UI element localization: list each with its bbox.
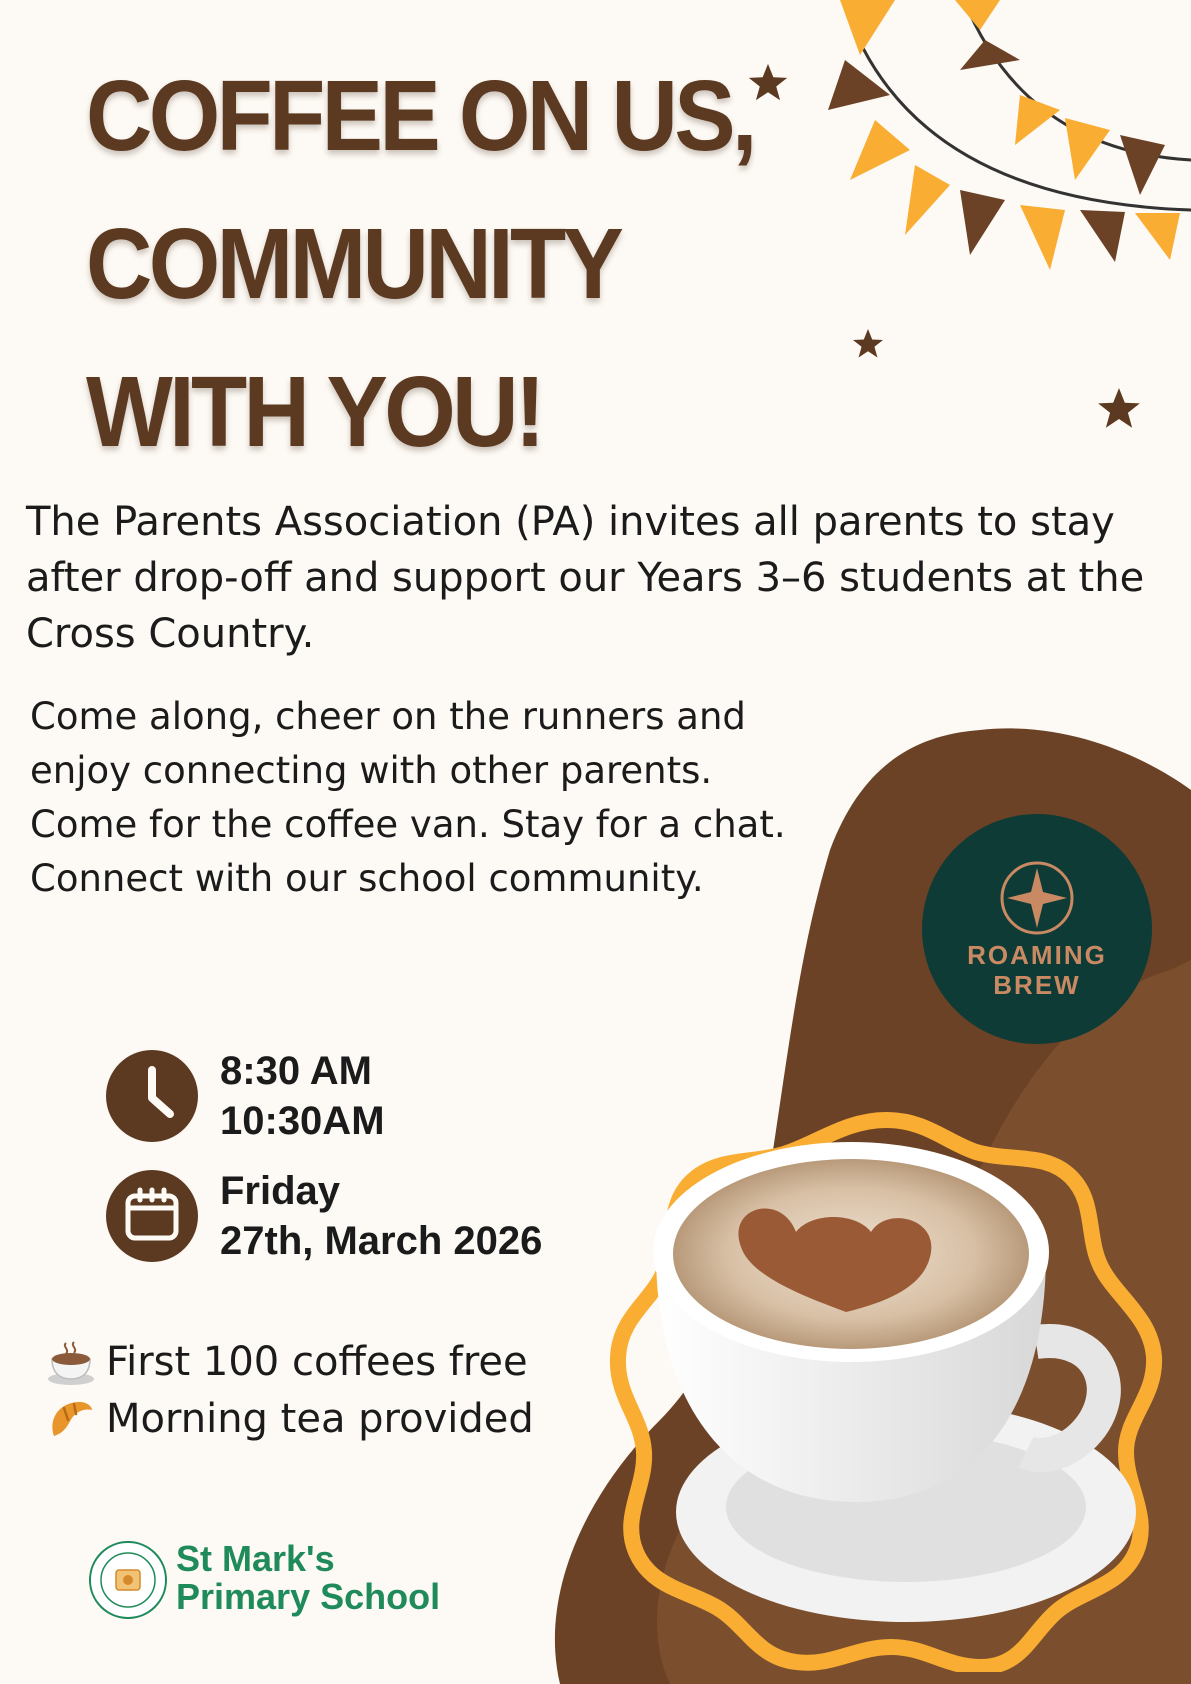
clock-icon: [106, 1050, 198, 1142]
calendar-icon: [106, 1170, 198, 1262]
intro-paragraph: The Parents Association (PA) invites all parents to stay after drop-off and support our Years 3–6 students at the Cross Country.: [26, 499, 1145, 657]
time-text: [220, 1046, 385, 1146]
coffee-cup-illustration: [606, 1112, 1166, 1672]
star-icon: [1094, 384, 1144, 434]
perk-item: [46, 1391, 534, 1448]
headline: [86, 42, 754, 486]
croissant-icon: [46, 1396, 96, 1444]
school-name-line1: St Mark's: [176, 1538, 335, 1579]
school-crest-icon: [88, 1540, 168, 1620]
body-paragraph: Come along, cheer on the runners and enjoy connecting with other parents. Come for the coffee van. Stay for a chat. Connect with our school community.: [30, 695, 786, 900]
end-time: 10:30AM: [220, 1099, 385, 1143]
star-icon: [850, 326, 886, 362]
start-time: 8:30 AM: [220, 1049, 372, 1093]
coffee-cup-icon: [46, 1339, 96, 1387]
school-name: [176, 1540, 440, 1616]
perk-label: Morning tea provided: [106, 1396, 534, 1442]
date-text: [220, 1166, 542, 1266]
date-full: 27th, March 2026: [220, 1219, 543, 1263]
perk-item: [46, 1334, 534, 1391]
perks-list: [46, 1334, 534, 1448]
headline-line-1: COFFEE ON US,: [86, 60, 754, 172]
vendor-name-line2: BREW: [993, 970, 1081, 1000]
headline-line-3: WITH YOU!: [86, 356, 542, 468]
vendor-name-line1: ROAMING: [967, 940, 1107, 970]
perk-label: First 100 coffees free: [106, 1339, 528, 1385]
headline-line-2: COMMUNITY: [86, 208, 621, 320]
date-row: [106, 1166, 542, 1266]
bunting-decoration: [820, 0, 1191, 300]
time-row: [106, 1046, 385, 1146]
date-day: Friday: [220, 1169, 341, 1213]
roaming-brew-logo: [922, 814, 1152, 1044]
school-name-line2: Primary School: [176, 1576, 441, 1617]
